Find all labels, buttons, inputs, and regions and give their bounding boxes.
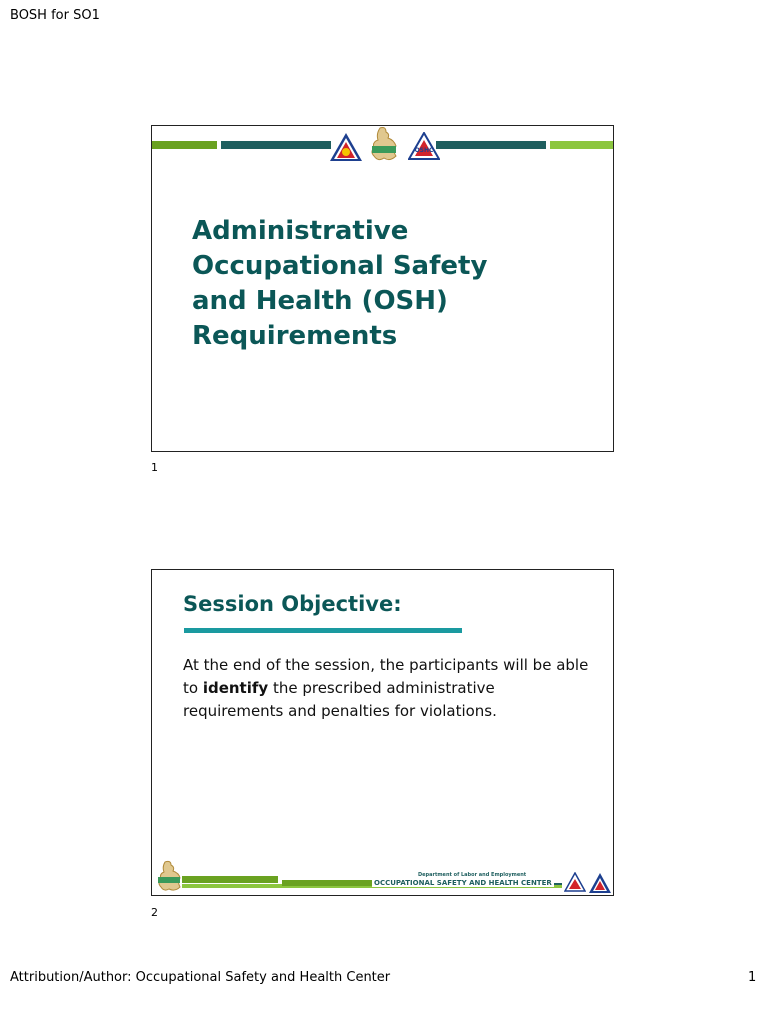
title-line: and Health (OSH) (192, 286, 448, 316)
header-bar-green-right (550, 141, 614, 149)
footer-center-label: OCCUPATIONAL SAFETY AND HEALTH CENTER (374, 879, 552, 887)
title-line: Requirements (192, 321, 398, 351)
attribution-text: Attribution/Author: Occupational Safety and Health Center (10, 970, 391, 985)
header-bar-green-left (152, 141, 217, 149)
header-bar-teal-left (221, 141, 331, 149)
footer-bar-green-mid (282, 880, 372, 886)
title-line: Occupational Safety (192, 251, 488, 281)
header-bar-teal-right (436, 141, 546, 149)
title-line: Administrative (192, 216, 409, 246)
page-number: 1 (748, 970, 757, 985)
slide-1-title (192, 214, 592, 354)
svg-text:OSHC: OSHC (414, 147, 434, 154)
document-header: BOSH for SO1 (10, 8, 100, 23)
footer-bar-green-top (182, 876, 278, 883)
oshc-logo-small-icon (564, 872, 586, 892)
slide-number-2: 2 (151, 906, 158, 919)
dole-logo-icon (329, 132, 363, 162)
footer-dept-label: Department of Labor and Employment (418, 872, 527, 878)
objective-text-start: At the end of the session, the participants will be able to (183, 656, 589, 697)
philippines-map-icon (366, 126, 402, 164)
slide-2 (151, 569, 614, 896)
slide-number-1: 1 (151, 461, 158, 474)
dole-logo-small-icon (588, 872, 612, 894)
session-objective-text (183, 654, 593, 723)
objective-keyword: identify (202, 679, 269, 697)
session-objective-heading: Session Objective: (183, 592, 402, 616)
oshc-logo-icon (408, 132, 440, 160)
objective-text-end: the prescribed administrative requirements and penalties for violations. (183, 679, 497, 720)
heading-underline (184, 628, 462, 633)
philippines-map-small-icon (154, 860, 184, 894)
slide-1 (151, 125, 614, 452)
